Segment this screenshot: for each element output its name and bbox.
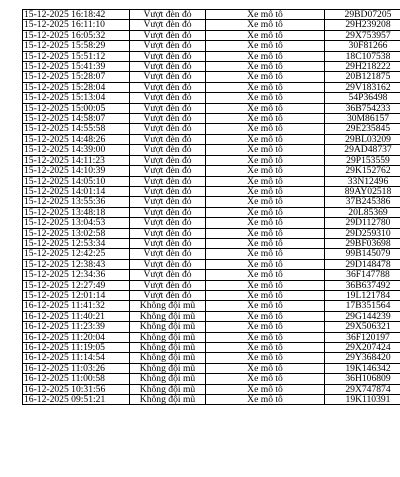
violation-type-cell: Vượt đèn đỏ <box>130 114 206 124</box>
violation-time-cell: 15-12-2025 16:18:42 <box>23 10 130 20</box>
violation-time-cell: 15-12-2025 14:11:23 <box>23 155 130 165</box>
violation-type-cell: Vượt đèn đỏ <box>130 228 206 238</box>
plate-number-cell: 36B637492 <box>325 280 400 290</box>
table-row <box>23 374 400 384</box>
plate-number-cell: 29AD48737 <box>325 145 400 155</box>
vehicle-type-cell: Xe mô tô <box>206 93 325 103</box>
plate-number-cell: 30F81266 <box>325 41 400 51</box>
violation-type-cell: Vượt đèn đỏ <box>130 259 206 269</box>
violation-type-cell: Vượt đèn đỏ <box>130 30 206 40</box>
violation-time-cell: 15-12-2025 12:42:25 <box>23 249 130 259</box>
plate-number-cell: 33N12496 <box>325 176 400 186</box>
table-row <box>23 218 400 228</box>
vehicle-type-cell: Xe mô tô <box>206 62 325 72</box>
table-row <box>23 249 400 259</box>
violations-table <box>22 9 400 405</box>
violation-type-cell: Vượt đèn đỏ <box>130 124 206 134</box>
vehicle-type-cell: Xe mô tô <box>206 280 325 290</box>
table-row <box>23 134 400 144</box>
vehicle-type-cell: Xe mô tô <box>206 395 325 405</box>
violation-type-cell: Vượt đèn đỏ <box>130 93 206 103</box>
plate-number-cell: 29BF03698 <box>325 238 400 248</box>
table-row <box>23 290 400 300</box>
plate-number-cell: 20L85369 <box>325 207 400 217</box>
vehicle-type-cell: Xe mô tô <box>206 10 325 20</box>
violation-type-cell: Vượt đèn đỏ <box>130 280 206 290</box>
violation-time-cell: 15-12-2025 12:53:34 <box>23 238 130 248</box>
vehicle-type-cell: Xe mô tô <box>206 72 325 82</box>
violation-time-cell: 15-12-2025 15:00:05 <box>23 103 130 113</box>
violation-type-cell: Vượt đèn đỏ <box>130 51 206 61</box>
table-row <box>23 155 400 165</box>
violation-type-cell: Không đội mũ <box>130 353 206 363</box>
vehicle-type-cell: Xe mô tô <box>206 155 325 165</box>
violation-type-cell: Vượt đèn đỏ <box>130 72 206 82</box>
plate-number-cell: 19L121784 <box>325 290 400 300</box>
table-row <box>23 343 400 353</box>
vehicle-type-cell: Xe mô tô <box>206 166 325 176</box>
violation-type-cell: Vượt đèn đỏ <box>130 103 206 113</box>
plate-number-cell: 29X753957 <box>325 30 400 40</box>
violation-type-cell: Không đội mũ <box>130 343 206 353</box>
plate-number-cell: 36F147788 <box>325 270 400 280</box>
vehicle-type-cell: Xe mô tô <box>206 186 325 196</box>
plate-number-cell: 29V183162 <box>325 82 400 92</box>
vehicle-type-cell: Xe mô tô <box>206 363 325 373</box>
table-row <box>23 259 400 269</box>
violation-time-cell: 16-12-2025 11:14:54 <box>23 353 130 363</box>
violation-type-cell: Vượt đèn đỏ <box>130 62 206 72</box>
violation-type-cell: Vượt đèn đỏ <box>130 41 206 51</box>
plate-number-cell: 29H218222 <box>325 62 400 72</box>
violation-time-cell: 15-12-2025 14:58:07 <box>23 114 130 124</box>
vehicle-type-cell: Xe mô tô <box>206 353 325 363</box>
violation-time-cell: 15-12-2025 14:01:14 <box>23 186 130 196</box>
plate-number-cell: 20B121875 <box>325 72 400 82</box>
table-row <box>23 207 400 217</box>
violations-table-body <box>23 10 400 405</box>
violation-type-cell: Vượt đèn đỏ <box>130 238 206 248</box>
violation-type-cell: Không đội mũ <box>130 322 206 332</box>
violation-time-cell: 15-12-2025 14:05:10 <box>23 176 130 186</box>
violation-type-cell: Vượt đèn đỏ <box>130 155 206 165</box>
plate-number-cell: 17B351564 <box>325 301 400 311</box>
vehicle-type-cell: Xe mô tô <box>206 124 325 134</box>
table-row <box>23 93 400 103</box>
plate-number-cell: 29Y368420 <box>325 353 400 363</box>
vehicle-type-cell: Xe mô tô <box>206 343 325 353</box>
violation-time-cell: 15-12-2025 15:58:29 <box>23 41 130 51</box>
violation-time-cell: 16-12-2025 11:41:32 <box>23 301 130 311</box>
vehicle-type-cell: Xe mô tô <box>206 311 325 321</box>
vehicle-type-cell: Xe mô tô <box>206 270 325 280</box>
table-row <box>23 311 400 321</box>
vehicle-type-cell: Xe mô tô <box>206 384 325 394</box>
violation-type-cell: Vượt đèn đỏ <box>130 197 206 207</box>
vehicle-type-cell: Xe mô tô <box>206 228 325 238</box>
violation-time-cell: 15-12-2025 12:01:14 <box>23 290 130 300</box>
table-row <box>23 280 400 290</box>
plate-number-cell: 29X506321 <box>325 322 400 332</box>
table-row <box>23 103 400 113</box>
plate-number-cell: 29D148478 <box>325 259 400 269</box>
plate-number-cell: 29D112780 <box>325 218 400 228</box>
violation-time-cell: 15-12-2025 13:55:36 <box>23 197 130 207</box>
vehicle-type-cell: Xe mô tô <box>206 30 325 40</box>
table-row <box>23 30 400 40</box>
violation-type-cell: Không đội mũ <box>130 384 206 394</box>
table-row <box>23 62 400 72</box>
violation-time-cell: 15-12-2025 14:48:26 <box>23 134 130 144</box>
table-row <box>23 145 400 155</box>
vehicle-type-cell: Xe mô tô <box>206 145 325 155</box>
violation-time-cell: 16-12-2025 11:00:58 <box>23 374 130 384</box>
table-row <box>23 20 400 30</box>
vehicle-type-cell: Xe mô tô <box>206 301 325 311</box>
table-row <box>23 228 400 238</box>
vehicle-type-cell: Xe mô tô <box>206 197 325 207</box>
violation-time-cell: 16-12-2025 09:51:21 <box>23 395 130 405</box>
plate-number-cell: 29X747874 <box>325 384 400 394</box>
violation-type-cell: Vượt đèn đỏ <box>130 270 206 280</box>
violation-type-cell: Vượt đèn đỏ <box>130 176 206 186</box>
table-row <box>23 384 400 394</box>
violation-type-cell: Vượt đèn đỏ <box>130 134 206 144</box>
table-row <box>23 353 400 363</box>
plate-number-cell: 29K152762 <box>325 166 400 176</box>
table-row <box>23 72 400 82</box>
plate-number-cell: 29BD07205 <box>325 10 400 20</box>
violation-time-cell: 15-12-2025 14:55:58 <box>23 124 130 134</box>
table-row <box>23 41 400 51</box>
plate-number-cell: 19K146342 <box>325 363 400 373</box>
vehicle-type-cell: Xe mô tô <box>206 259 325 269</box>
vehicle-type-cell: Xe mô tô <box>206 51 325 61</box>
vehicle-type-cell: Xe mô tô <box>206 218 325 228</box>
violation-time-cell: 15-12-2025 14:10:39 <box>23 166 130 176</box>
violation-type-cell: Vượt đèn đỏ <box>130 20 206 30</box>
vehicle-type-cell: Xe mô tô <box>206 238 325 248</box>
table-row <box>23 176 400 186</box>
violation-time-cell: 15-12-2025 15:28:04 <box>23 82 130 92</box>
violation-time-cell: 15-12-2025 15:41:39 <box>23 62 130 72</box>
vehicle-type-cell: Xe mô tô <box>206 20 325 30</box>
violation-time-cell: 15-12-2025 12:27:49 <box>23 280 130 290</box>
violation-type-cell: Vượt đèn đỏ <box>130 186 206 196</box>
violation-type-cell: Vượt đèn đỏ <box>130 145 206 155</box>
violation-time-cell: 16-12-2025 11:23:39 <box>23 322 130 332</box>
table-row <box>23 10 400 20</box>
vehicle-type-cell: Xe mô tô <box>206 103 325 113</box>
violation-type-cell: Vượt đèn đỏ <box>130 166 206 176</box>
vehicle-type-cell: Xe mô tô <box>206 134 325 144</box>
table-row <box>23 186 400 196</box>
violation-time-cell: 16-12-2025 10:31:56 <box>23 384 130 394</box>
vehicle-type-cell: Xe mô tô <box>206 114 325 124</box>
violation-time-cell: 16-12-2025 11:19:05 <box>23 343 130 353</box>
violation-type-cell: Không đội mũ <box>130 363 206 373</box>
table-row <box>23 332 400 342</box>
violation-time-cell: 15-12-2025 13:02:58 <box>23 228 130 238</box>
vehicle-type-cell: Xe mô tô <box>206 374 325 384</box>
table-row <box>23 238 400 248</box>
table-row <box>23 51 400 61</box>
violation-type-cell: Vượt đèn đỏ <box>130 82 206 92</box>
table-row <box>23 322 400 332</box>
vehicle-type-cell: Xe mô tô <box>206 176 325 186</box>
vehicle-type-cell: Xe mô tô <box>206 290 325 300</box>
plate-number-cell: 89AY02518 <box>325 186 400 196</box>
vehicle-type-cell: Xe mô tô <box>206 249 325 259</box>
plate-number-cell: 29H239208 <box>325 20 400 30</box>
table-row <box>23 301 400 311</box>
table-row <box>23 114 400 124</box>
violation-time-cell: 15-12-2025 14:39:00 <box>23 145 130 155</box>
violation-time-cell: 15-12-2025 15:28:07 <box>23 72 130 82</box>
plate-number-cell: 29BL03209 <box>325 134 400 144</box>
violation-type-cell: Không đội mũ <box>130 311 206 321</box>
table-row <box>23 124 400 134</box>
plate-number-cell: 36H106809 <box>325 374 400 384</box>
violation-type-cell: Vượt đèn đỏ <box>130 249 206 259</box>
vehicle-type-cell: Xe mô tô <box>206 207 325 217</box>
violation-time-cell: 15-12-2025 16:11:10 <box>23 20 130 30</box>
plate-number-cell: 29E235845 <box>325 124 400 134</box>
plate-number-cell: 36B754233 <box>325 103 400 113</box>
violation-time-cell: 15-12-2025 15:51:12 <box>23 51 130 61</box>
table-row <box>23 82 400 92</box>
violation-type-cell: Vượt đèn đỏ <box>130 10 206 20</box>
plate-number-cell: 37B245386 <box>325 197 400 207</box>
vehicle-type-cell: Xe mô tô <box>206 82 325 92</box>
violation-time-cell: 15-12-2025 16:05:32 <box>23 30 130 40</box>
violation-type-cell: Không đội mũ <box>130 332 206 342</box>
plate-number-cell: 30M86157 <box>325 114 400 124</box>
plate-number-cell: 19K110391 <box>325 395 400 405</box>
table-row <box>23 270 400 280</box>
violation-type-cell: Không đội mũ <box>130 374 206 384</box>
violation-time-cell: 15-12-2025 12:38:43 <box>23 259 130 269</box>
vehicle-type-cell: Xe mô tô <box>206 322 325 332</box>
violation-type-cell: Vượt đèn đỏ <box>130 290 206 300</box>
violation-type-cell: Không đội mũ <box>130 395 206 405</box>
violation-time-cell: 15-12-2025 13:48:18 <box>23 207 130 217</box>
table-row <box>23 363 400 373</box>
violation-type-cell: Vượt đèn đỏ <box>130 218 206 228</box>
table-row <box>23 395 400 405</box>
table-row <box>23 166 400 176</box>
plate-number-cell: 99B145079 <box>325 249 400 259</box>
plate-number-cell: 29P153559 <box>325 155 400 165</box>
violation-type-cell: Vượt đèn đỏ <box>130 207 206 217</box>
violation-time-cell: 16-12-2025 11:03:26 <box>23 363 130 373</box>
plate-number-cell: 29G144239 <box>325 311 400 321</box>
plate-number-cell: 29D259310 <box>325 228 400 238</box>
plate-number-cell: 36F120197 <box>325 332 400 342</box>
vehicle-type-cell: Xe mô tô <box>206 41 325 51</box>
violation-time-cell: 16-12-2025 11:40:21 <box>23 311 130 321</box>
vehicle-type-cell: Xe mô tô <box>206 332 325 342</box>
table-row <box>23 197 400 207</box>
plate-number-cell: 29X207424 <box>325 343 400 353</box>
violation-time-cell: 16-12-2025 11:20:04 <box>23 332 130 342</box>
violation-time-cell: 15-12-2025 13:04:53 <box>23 218 130 228</box>
violation-type-cell: Không đội mũ <box>130 301 206 311</box>
plate-number-cell: 54P36498 <box>325 93 400 103</box>
violation-time-cell: 15-12-2025 15:13:04 <box>23 93 130 103</box>
plate-number-cell: 18C107538 <box>325 51 400 61</box>
violation-time-cell: 15-12-2025 12:34:36 <box>23 270 130 280</box>
